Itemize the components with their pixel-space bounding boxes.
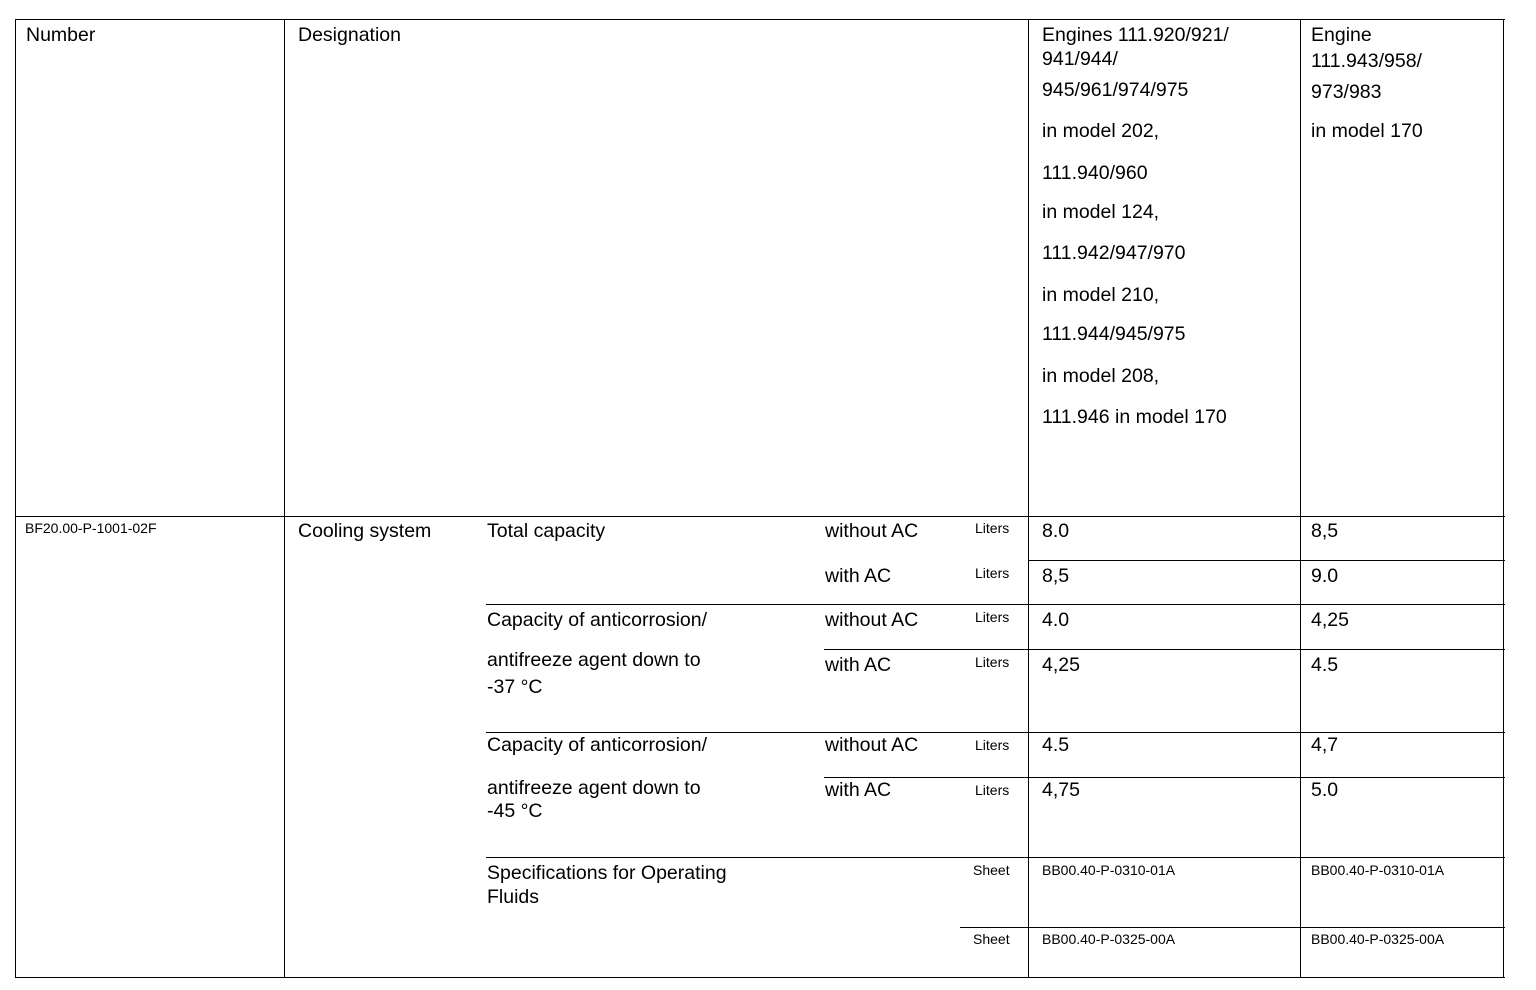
sheet-reference: BB00.40-P-0310-01A xyxy=(1311,862,1445,878)
unit-label: Liters xyxy=(975,520,1010,536)
unit-label: Liters xyxy=(975,737,1010,753)
sheet-reference: BB00.40-P-0325-00A xyxy=(1311,931,1445,947)
condition-label: with AC xyxy=(825,654,892,676)
engines-col1-title: 945/961/974/975 xyxy=(1042,79,1189,101)
unit-label: Sheet xyxy=(973,931,1010,947)
value-col1: 8,5 xyxy=(1042,565,1070,587)
unit-label: Liters xyxy=(975,654,1010,670)
row-divider xyxy=(486,857,1505,858)
condition-label: without AC xyxy=(825,734,919,756)
column-divider xyxy=(284,19,285,978)
row-divider xyxy=(824,777,1505,778)
row-divider xyxy=(486,604,1505,605)
engines-col1-model: in model 202, xyxy=(1042,120,1160,142)
unit-label: Sheet xyxy=(973,862,1010,878)
antifreeze-45-label: antifreeze agent down to xyxy=(487,777,701,799)
engines-col2-title: 973/983 xyxy=(1311,81,1382,103)
engines-col2-title: 111.943/958/ xyxy=(1311,50,1422,72)
value-col2: 5.0 xyxy=(1311,779,1339,801)
value-col1: 4.5 xyxy=(1042,734,1070,756)
antifreeze-37-label: Capacity of anticorrosion/ xyxy=(487,609,708,631)
value-col2: 4,25 xyxy=(1311,609,1349,631)
engines-col1-title: Engines 111.920/921/ xyxy=(1042,24,1229,46)
table-border-left xyxy=(15,19,16,978)
engines-col1-model: 111.946 in model 170 xyxy=(1042,406,1227,428)
table-border-top xyxy=(15,19,1505,20)
unit-label: Liters xyxy=(975,565,1010,581)
value-col2: 4,7 xyxy=(1311,734,1339,756)
sheet-reference: BB00.40-P-0310-01A xyxy=(1042,862,1176,878)
engines-col2-model: in model 170 xyxy=(1311,120,1423,142)
condition-label: with AC xyxy=(825,565,892,587)
antifreeze-37-label: -37 °C xyxy=(487,676,543,698)
specifications-label: Specifications for Operating xyxy=(487,862,727,884)
header-number: Number xyxy=(26,24,96,46)
column-divider xyxy=(1028,19,1029,978)
antifreeze-45-label: -45 °C xyxy=(487,800,543,822)
engines-col1-model: in model 210, xyxy=(1042,284,1160,306)
table-border-right xyxy=(1503,19,1504,978)
engines-col1-model: 111.942/947/970 xyxy=(1042,242,1186,264)
antifreeze-45-label: Capacity of anticorrosion/ xyxy=(487,734,708,756)
value-col1: 4,75 xyxy=(1042,779,1080,801)
engines-col1-model: in model 124, xyxy=(1042,201,1160,223)
row-divider xyxy=(1028,649,1505,650)
engines-col2-title: Engine xyxy=(1311,24,1372,46)
header-divider xyxy=(15,516,1505,517)
column-divider xyxy=(1300,19,1301,978)
sheet-reference: BB00.40-P-0325-00A xyxy=(1042,931,1176,947)
value-col2: 9.0 xyxy=(1311,565,1339,587)
row-divider xyxy=(1028,560,1505,561)
value-col2: 8,5 xyxy=(1311,520,1339,542)
total-capacity-label: Total capacity xyxy=(487,520,606,542)
value-col2: 4.5 xyxy=(1311,654,1339,676)
unit-label: Liters xyxy=(975,609,1010,625)
condition-label: with AC xyxy=(825,779,892,801)
engines-col1-model: 111.940/960 xyxy=(1042,162,1148,184)
row-divider xyxy=(960,927,1505,928)
engines-col1-model: 111.944/945/975 xyxy=(1042,323,1186,345)
engines-col1-title: 941/944/ xyxy=(1042,48,1118,70)
value-col1: 4,25 xyxy=(1042,654,1080,676)
document-number: BF20.00-P-1001-02F xyxy=(25,520,157,536)
condition-label: without AC xyxy=(825,609,919,631)
table-border-bottom xyxy=(15,977,1505,978)
engines-col1-model: in model 208, xyxy=(1042,365,1160,387)
unit-label: Liters xyxy=(975,782,1010,798)
value-col1: 8.0 xyxy=(1042,520,1070,542)
condition-label: without AC xyxy=(825,520,919,542)
specifications-label: Fluids xyxy=(487,886,540,908)
system-name: Cooling system xyxy=(298,520,432,542)
header-designation: Designation xyxy=(298,24,401,46)
value-col1: 4.0 xyxy=(1042,609,1070,631)
antifreeze-37-label: antifreeze agent down to xyxy=(487,649,701,671)
